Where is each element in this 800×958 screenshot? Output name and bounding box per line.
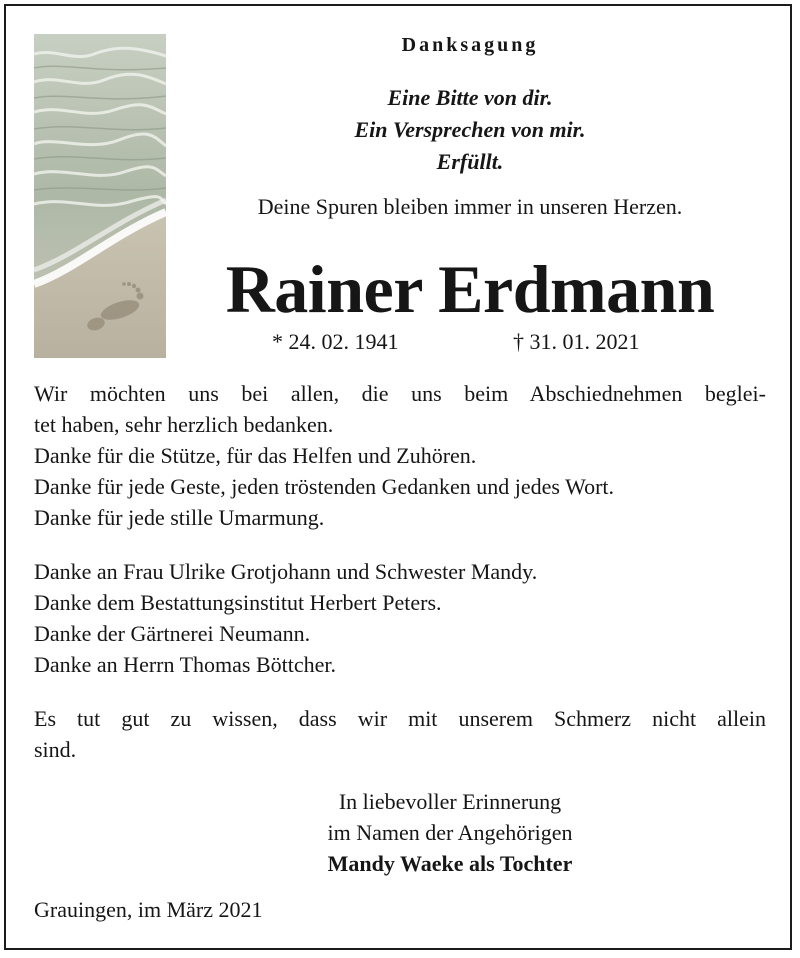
closing-line: In liebevoller Erinnerung: [338, 789, 562, 814]
text-line: Es tut gut zu wissen, dass wir mit unserem Schmerz nicht allein: [34, 706, 766, 731]
text-line: Danke für die Stütze, für das Helfen und Zuhören.: [34, 443, 477, 468]
comfort-paragraph: [34, 703, 766, 765]
text-line: Danke für jede stille Umarmung.: [34, 505, 325, 530]
thanks-intro-paragraph: [34, 378, 766, 533]
text-line: Danke dem Bestattungsinstitut Herbert Peters.: [34, 590, 442, 615]
closing-block: [200, 786, 700, 879]
closing-line: im Namen der Angehörigen: [327, 820, 573, 845]
text-line: Danke an Frau Ulrike Grotjohann und Schwester Mandy.: [34, 559, 538, 584]
thanks-people-paragraph: [34, 556, 766, 680]
verse-line: Eine Bitte von dir.: [387, 85, 553, 110]
tagline: Deine Spuren bleiben immer in unseren Herzen.: [257, 194, 683, 219]
footprint-beach-image: [34, 34, 166, 358]
verse-line: Ein Versprechen von mir.: [354, 117, 586, 142]
text-line: Danke für jede Geste, jeden tröstenden Gedanken und jedes Wort.: [34, 474, 615, 499]
verse-line: Erfüllt.: [436, 149, 504, 174]
death-date: † 31. 01. 2021: [513, 329, 640, 354]
birth-date: * 24. 02. 1941: [272, 329, 399, 354]
place-date: Grauingen, im März 2021: [34, 897, 263, 922]
heading-danksagung: Danksagung: [401, 34, 539, 56]
text-line: Wir möchten uns bei allen, die uns beim Abschiednehmen beglei-: [34, 381, 766, 406]
text-line: tet haben, sehr herzlich bedanken.: [34, 412, 334, 437]
text-line: sind.: [34, 737, 77, 762]
text-line: Danke an Herrn Thomas Böttcher.: [34, 652, 337, 677]
signature: Mandy Waeke als Tochter: [327, 851, 573, 876]
deceased-name: Rainer Erdmann: [225, 251, 715, 327]
text-line: Danke der Gärtnerei Neumann.: [34, 621, 311, 646]
